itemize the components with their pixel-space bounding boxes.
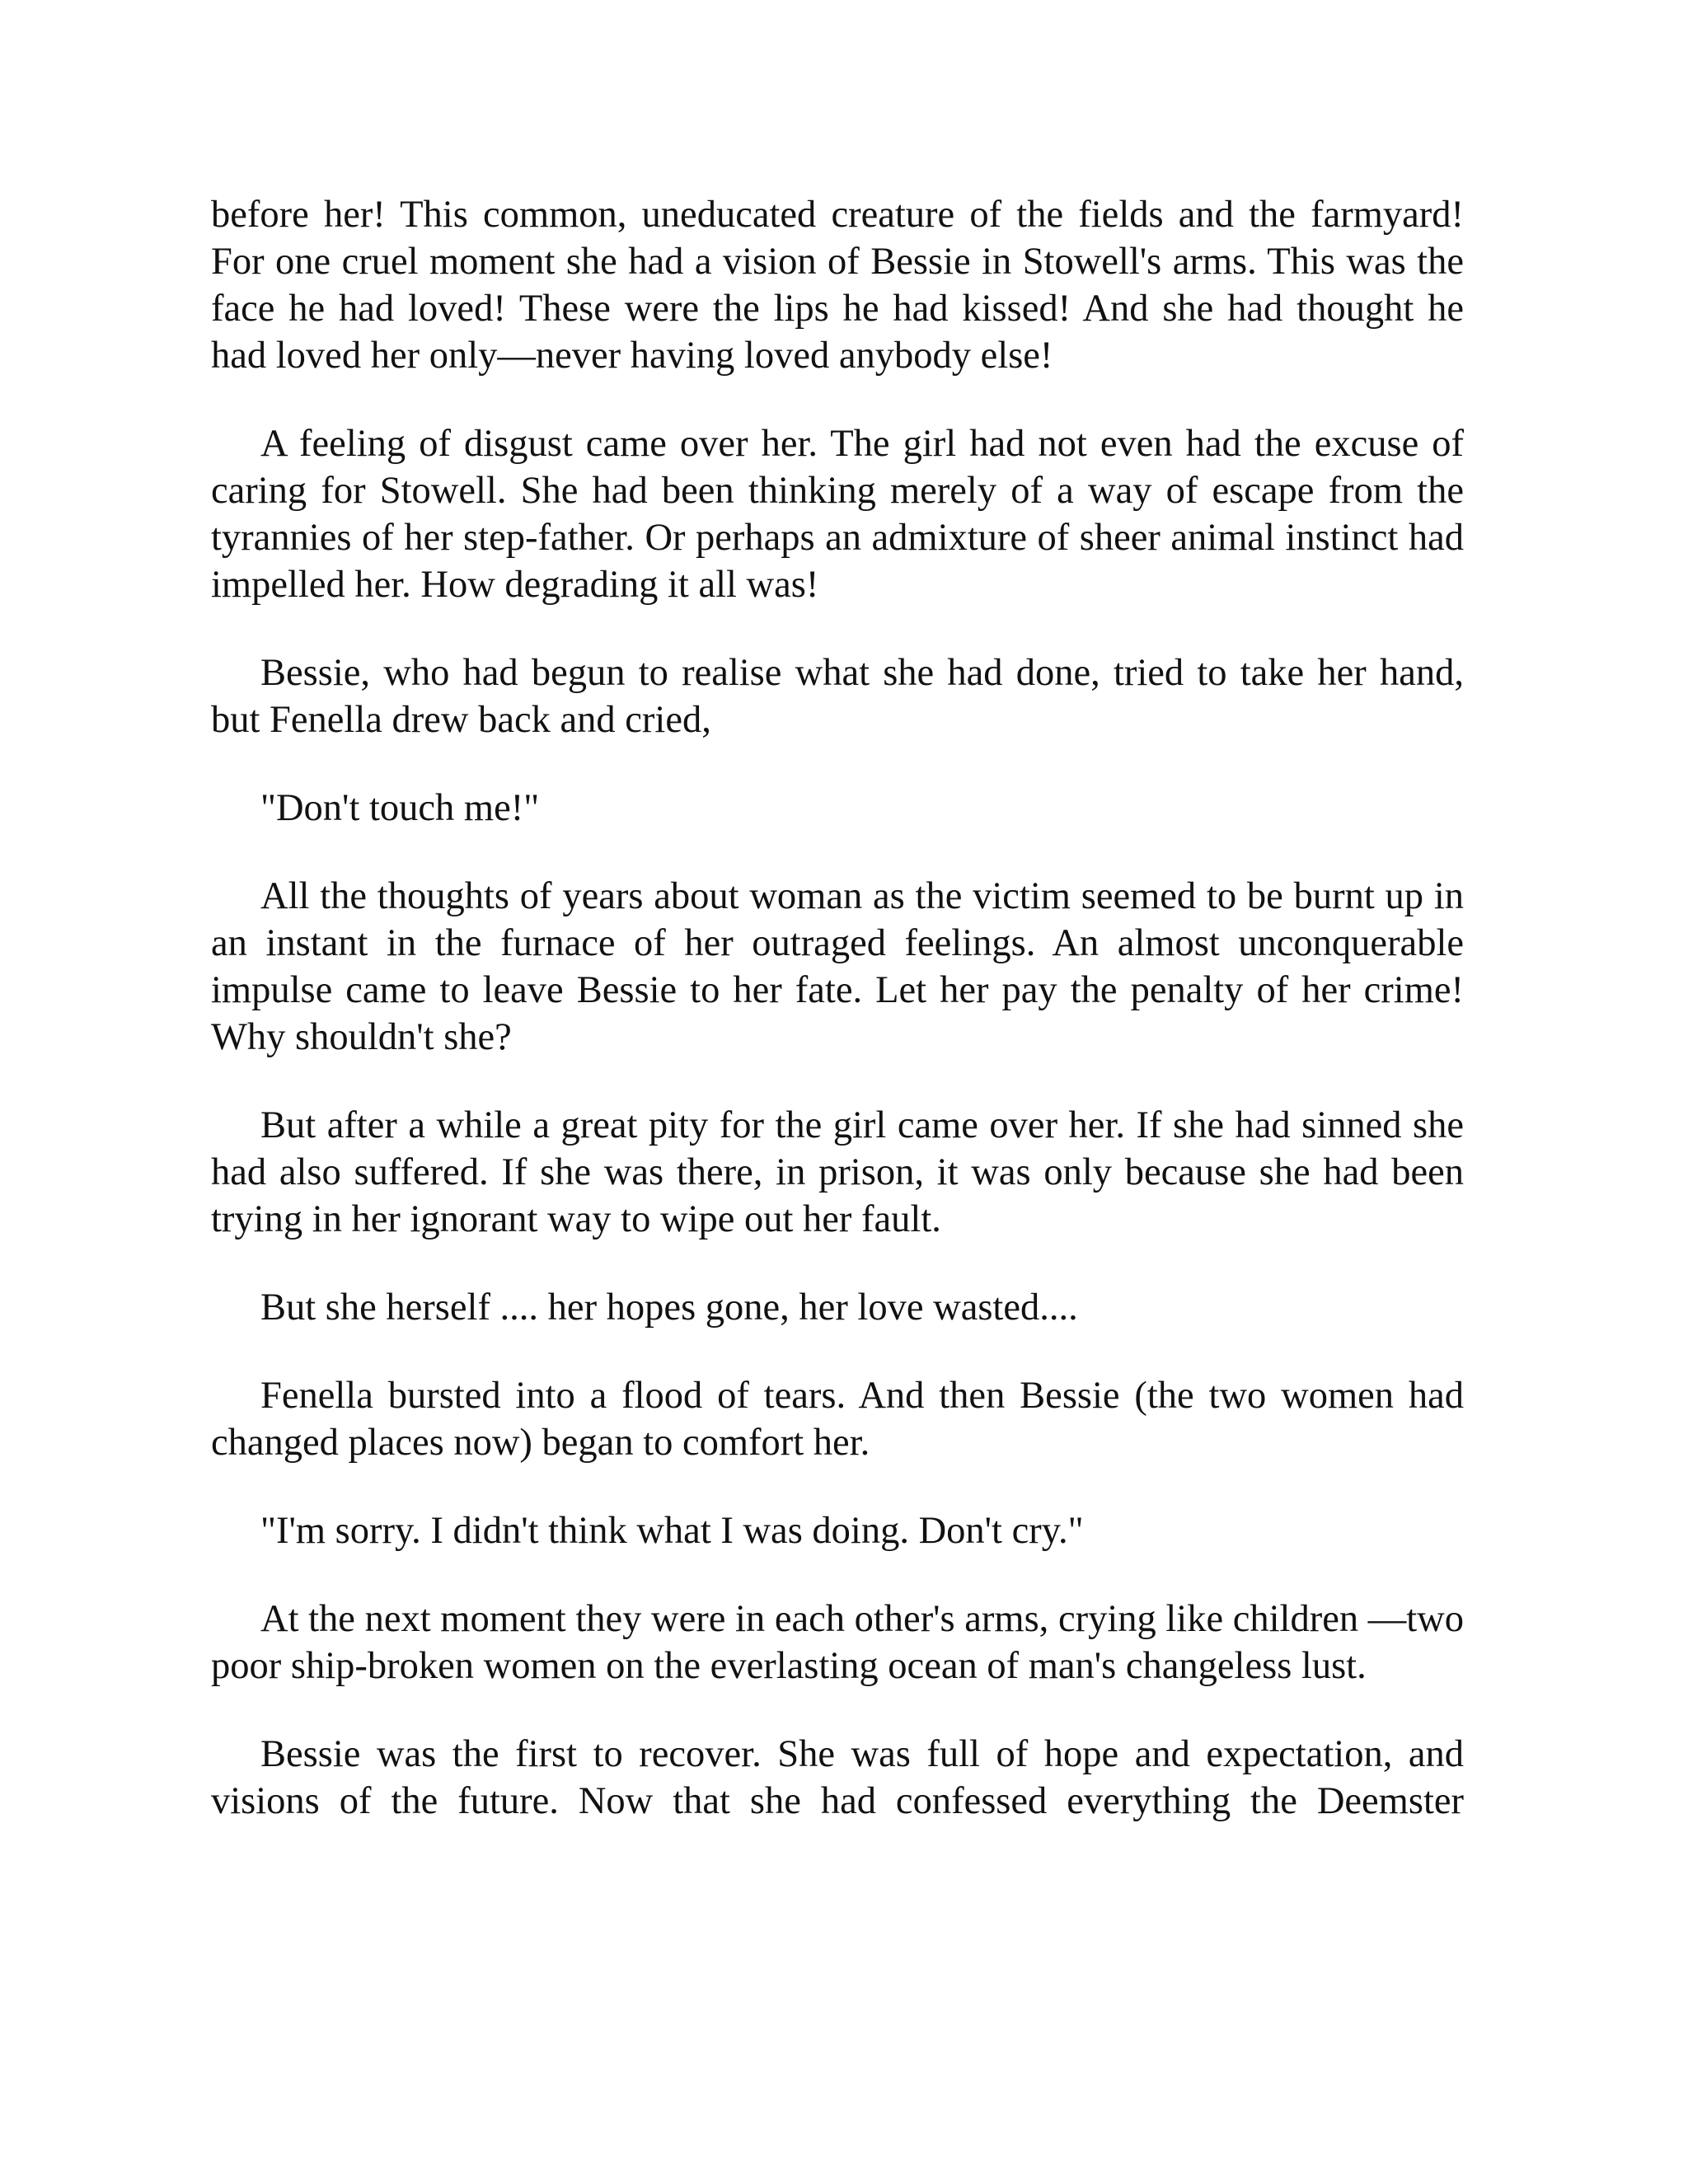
paragraph-3: Bessie, who had begun to realise what she had done, tried to take her hand, but Fenella drew back and cried, — [211, 652, 1464, 741]
paragraph-6: But after a while a great pity for the girl came over her. If she had sinned she had also suffered. If she was there, in prison, it was only because she had been trying in her ignorant way to wipe out her fault. — [211, 1104, 1464, 1240]
paragraph-5: All the thoughts of years about woman as the victim seemed to be burnt up in an instant in the furnace of her outraged feelings. An almost unconquerable impulse came to leave Bessie to her fate. Let her pay the penalty of her crime! Why shouldn't she? — [211, 875, 1464, 1058]
paragraph-7: But she herself .... her hopes gone, her love wasted.... — [260, 1286, 1078, 1329]
paragraph-11: Bessie was the first to recover. She was full of hope and expectation, and visions of the future. Now that she had confessed everything the Deemster — [211, 1733, 1464, 1822]
paragraph-1: before her! This common, uneducated creature of the fields and the farmyard! For one cruel moment she had a vision of Bessie in Stowell's arms. This was the face he had loved! These were the lips he had kissed! And she had thought he had loved her only—never having loved anybody else! — [211, 194, 1464, 377]
paragraph-4: "Don't touch me!" — [260, 787, 540, 829]
paragraph-10: At the next moment they were in each other's arms, crying like children —two poor ship-broken women on the everlasting ocean of man's changeless lust. — [211, 1598, 1464, 1687]
paragraph-8: Fenella bursted into a flood of tears. And then Bessie (the two women had changed places now) began to comfort her. — [211, 1375, 1464, 1464]
book-page — [211, 191, 1464, 1825]
paragraph-2: A feeling of disgust came over her. The girl had not even had the excuse of caring for Stowell. She had been thinking merely of a way of escape from the tyrannies of her step-father. Or perhaps an admixture of sheer animal instinct had impelled her. How degrading it all was! — [211, 423, 1464, 606]
paragraph-9: "I'm sorry. I didn't think what I was doing. Don't cry." — [260, 1510, 1084, 1552]
